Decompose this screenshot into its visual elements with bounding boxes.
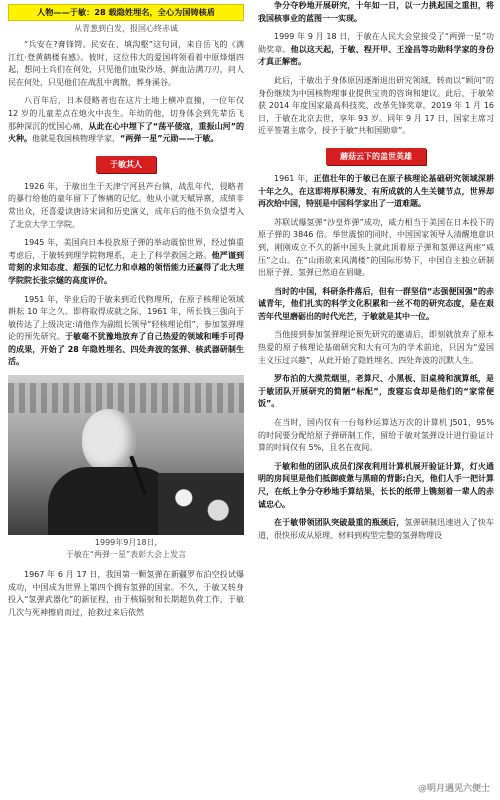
paragraph: 此后，于敏出于身体原因逐渐退出研究领域，转而以“顾问”的身份继续为中国核物理事业提供宝贵的咨询和建议。此后，于敏荣获 2014 年度国家最高科技奖、改革先锋奖章。2019 年 1 月 16 日，于敏在北京去世，享年 93 岁。同年 9 月 17 日，国家主席习近平签署主席令，授予于敏“共和国勋章”。 <box>258 75 494 136</box>
paragraph: 1967 年 6 月 17 日，我国第一颗氢弹在新疆罗布泊空投试爆成功，中国成为世界上第四个拥有氢弹的国家。不久，于敏又转身投入“氢弹武器化”的新征程，由于核辐射和长期超负荷工作，于敏几次与死神擦肩而过，抢救过来后依然 <box>8 570 244 617</box>
left-column <box>8 0 244 800</box>
paragraph: 当他接到参加氢弹理论预先研究的邀请后，即刻就放弃了原本热爱的原子核理论基础研究和大有可为的学术前途，只因为“爱国主义压过兴趣”，从此开始了隐姓埋名、四处奔波的沉默人生。 <box>258 330 494 365</box>
paragraph: 1926 年，于敏出生于天津宁河县芦台镇，战乱年代，侵略者的暴行给他的童年留下了惨痛的记忆。他从小就天赋异禀，成绩非常出众，还喜爱读唐诗宋词和历史演义，成年后的他不负众望考入了北京大学工学院。 <box>8 181 244 229</box>
photo-head <box>82 409 136 473</box>
paragraph: 1951 年，毕业后的于敏来到近代物理所，在原子核理论领域耕耘 10 年之久。即将取得成就之际，1961 年，所长钱三强向于敏传达了上级决定:请他作为副组长领导“轻核理论组”，参加氢弹理论的预先研究。于敏毫不犹豫地放弃了自己热爱的领域和唾手可得的成果，开始了 28 年隐姓埋名、四处奔波的氢弹、核武器研制生活。 <box>8 294 244 367</box>
paragraph: 1999 年 9 月 18 日，于敏在人民大会堂接受了“两弹一星”功勋奖章。他以这天起，于敏、程开甲、王淦昌等功勋科学家的身份才真正解密。 <box>258 32 494 67</box>
section-header-wrap <box>8 152 244 173</box>
paragraph: 苏联试爆氢弹“沙皇炸弹”成功，威力相当于美国在日本投下的原子弹的 3846 倍。举世震惊的同时，中国国家领导人清醒地意识到，刚刚成立不久的新中国头上就此顶着原子弹和氢弹这两座“威压”之山。在“山雨欲来风满楼”的国际形势下，中国自主独立研制出原子弹、氢弹已然迫在眉睫。 <box>258 217 494 278</box>
paragraph: 八百年后，日本侵略者也在这片土地上横冲直撞，一位年仅 12 岁的儿童差点在炮火中丧生。年幼的他，切身体会到先辈岳飞那种深沉的忧国心痛，从此在心中埋下了“荡平倭寇，重振山河”的火种。他就是我国核物理学家，“两弹一星”元勋——于敏。 <box>8 96 244 144</box>
paragraph: 当时的中国，科研条件落后，但有一群坚信“志强便国强”的赤诚青年，他们扎实的科学文化积累和一丝不苟的研究态度，是在艰苦年代里磨砺出的时代光芒，于敏就是其中一位。 <box>258 286 494 321</box>
section-header-hero: 蘑菇云下的盖世英雄 <box>326 148 426 165</box>
paragraph: “兵安在?膏锋锷。民安在、填沟壑”这句词，来自岳飞的《满江红·登黄鹤楼有感》。彼时，这位伟大的爱国将领看着中原烽烟四起，想问士兵们在何处，只见他们血染沙场，鲜血沾满刀刃，问人民在何处，只见他们在战乱中离散，葬身溪谷。 <box>8 40 244 87</box>
photo-background-crowd <box>8 383 244 413</box>
paragraph: 争分夺秒地开展研究，十年如一日，以一力挑起国之重担，将我国核事业的蓝图一一实现。 <box>258 1 494 23</box>
right-column <box>258 0 494 800</box>
paragraph: 在当时，国内仅有一台每秒运算达万次的计算机 J501，95%的时间要分配给原子弹研制工作，留给于敏对氢弹设计进行验证计算的时间仅有 5%，且名在夜间。 <box>258 418 494 453</box>
paragraph: 1945 年，美国向日本投放原子弹的举动震惊世界，经过慎重考虑后，于敏转到理学院物理系，走上了科学救国之路。他严谨到苛刻的求知态度、超强的记忆力和卓越的领悟能力还赢得了北大理学院院长张宗燧的高度评价。 <box>8 238 244 285</box>
paragraph: 在于敏带领团队突破最重的瓶颈后，氢弹研制迅速进入了快车道，很快形成从原理、材料到构型完整的氢弹物理设 <box>258 518 494 540</box>
paragraph: 1961 年，正值壮年的于敏已在原子核理论基础研究领域深耕十年之久，在这即将厚积薄发、有所成就的人生关键节点，世界却再次给中国，特别是中国科学家出了一道难题。 <box>258 173 494 209</box>
watermark: @明月遇见六便士 <box>417 784 490 794</box>
paragraph: 罗布泊的大漠荒烟里，老算尺、小黑板、旧桌椅和演算纸，是于敏团队开展研究的简陋“标配”，废寝忘食却是他们的“家常便饭”。 <box>258 374 494 409</box>
photo-flowers <box>158 473 244 535</box>
portrait-photo <box>8 375 244 535</box>
article-title: 人物——于敏：28 载隐姓埋名，全心为国铸核盾 <box>8 4 244 21</box>
paragraph: 于敏和他的团队成员们深夜利用计算机展开验证计算，灯火通明的房间里是他们抵御疲惫与黑暗的背影;白天，他们人手一把计算尺，在纸上争分夺秒地手算结果，长长的纸带上镌刻着一辈人的赤诚忠心。 <box>258 461 494 509</box>
article-subtitle: 从青葱到白发，报国心终赤诚 <box>74 24 178 33</box>
photo-caption: 1999年9月18日, 于敏在“两弹一星”表彰大会上发言 <box>65 538 187 560</box>
section-header-wrap <box>258 144 494 165</box>
section-header-yumin: 于敏其人 <box>96 156 156 173</box>
